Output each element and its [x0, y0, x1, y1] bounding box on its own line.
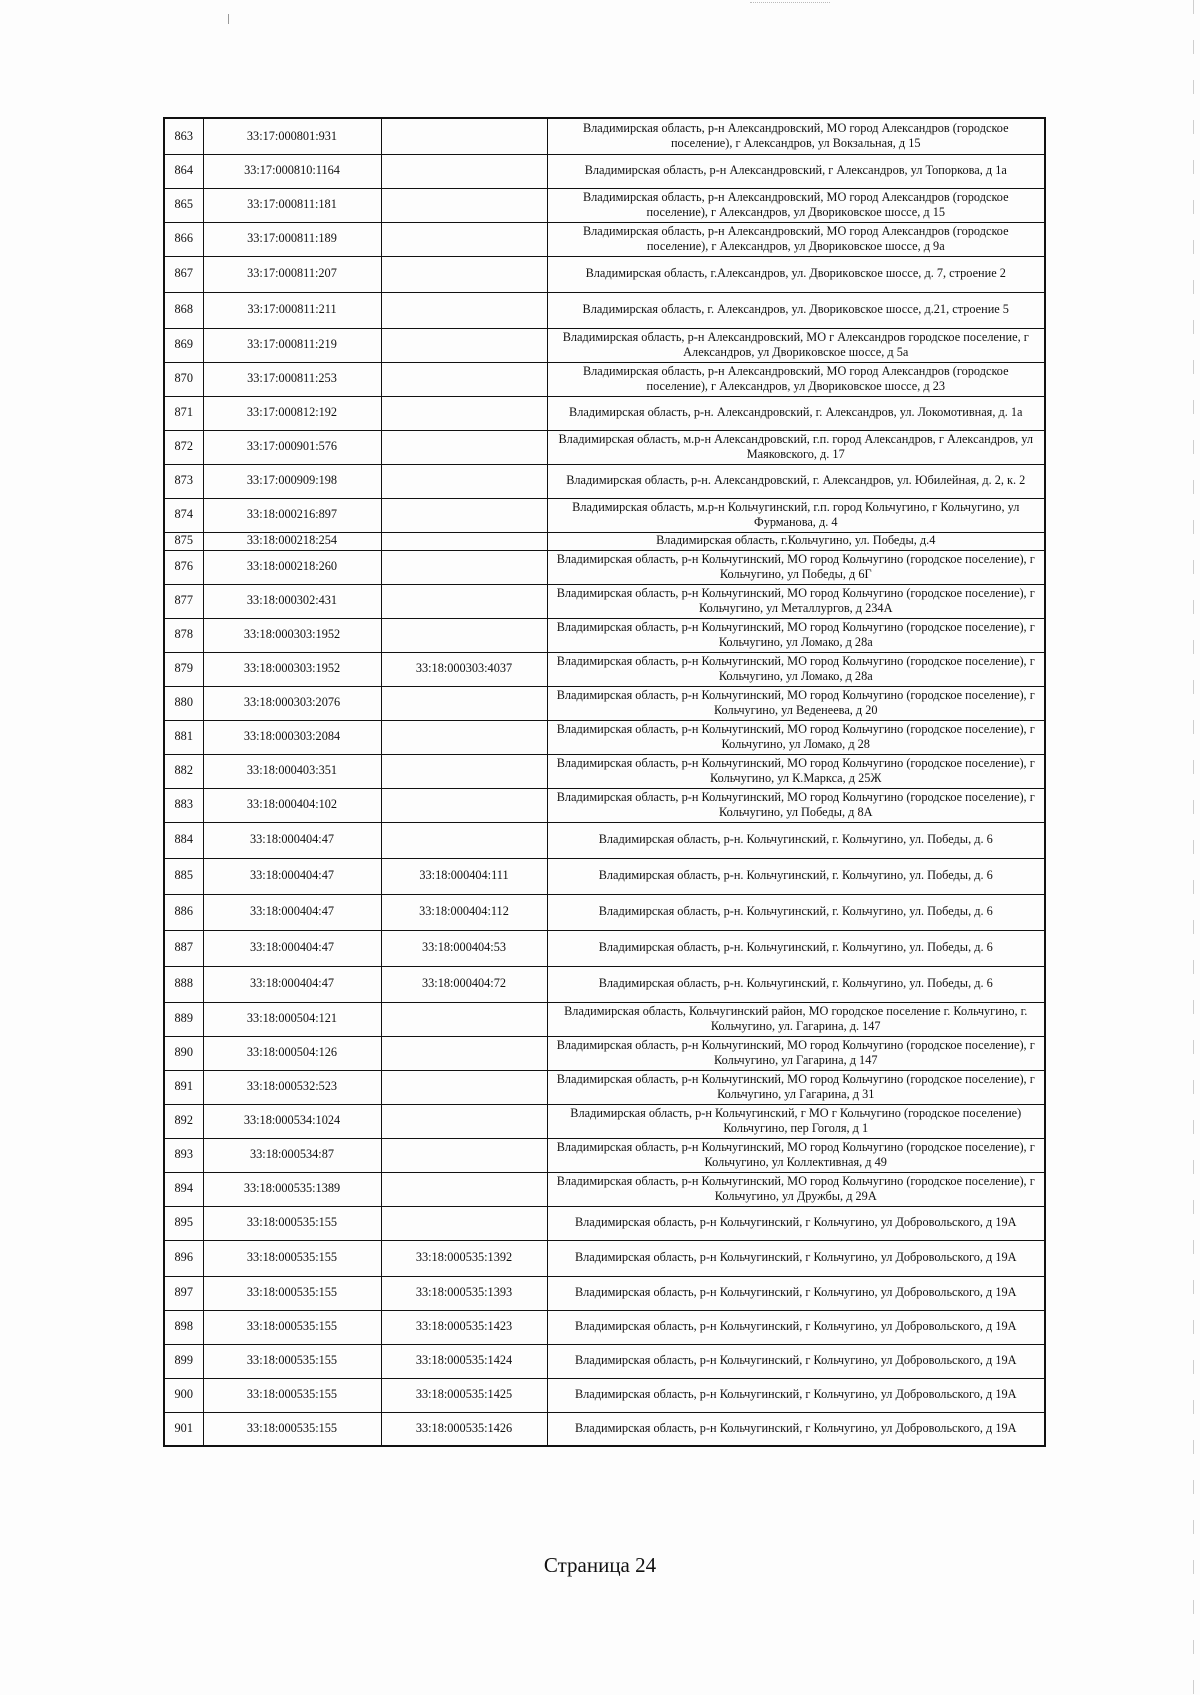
address-cell: Владимирская область, р-н Кольчугинский, МО город Кольчугино (городское поселение), г Кольчугино, ул Гагарина, д 31 [547, 1070, 1045, 1104]
table-row [164, 498, 1045, 532]
cadastral-number-cell: 33:18:000535:155 [203, 1378, 381, 1412]
cadastral-registry-table [163, 117, 1046, 1447]
table-row [164, 858, 1045, 894]
cadastral-number-cell: 33:18:000303:1952 [203, 652, 381, 686]
cadastral-number-cell: 33:18:000403:351 [203, 754, 381, 788]
sub-object-number-cell: 33:18:000535:1424 [381, 1344, 547, 1378]
row-number-cell: 872 [164, 430, 203, 464]
row-number-cell: 875 [164, 532, 203, 550]
address-cell: Владимирская область, р-н. Александровский, г. Александров, ул. Локомотивная, д. 1а [547, 396, 1045, 430]
cadastral-number-cell: 33:17:000909:198 [203, 464, 381, 498]
sub-object-number-cell [381, 464, 547, 498]
sub-object-number-cell [381, 1070, 547, 1104]
address-cell: Владимирская область, г.Кольчугино, ул. Победы, д.4 [547, 532, 1045, 550]
table-row [164, 1412, 1045, 1446]
table-row [164, 618, 1045, 652]
row-number-cell: 901 [164, 1412, 203, 1446]
cadastral-number-cell: 33:18:000404:47 [203, 966, 381, 1002]
cadastral-number-cell: 33:18:000404:47 [203, 894, 381, 930]
table-row [164, 362, 1045, 396]
cadastral-number-cell: 33:18:000535:155 [203, 1276, 381, 1310]
sub-object-number-cell [381, 754, 547, 788]
sub-object-number-cell [381, 188, 547, 222]
table-body [164, 118, 1045, 1446]
table-row [164, 532, 1045, 550]
address-cell: Владимирская область, м.р-н Кольчугинский, г.п. город Кольчугино, г Кольчугино, ул Фурманова, д. 4 [547, 498, 1045, 532]
cadastral-number-cell: 33:18:000218:254 [203, 532, 381, 550]
cadastral-number-cell: 33:17:000901:576 [203, 430, 381, 464]
address-cell: Владимирская область, р-н. Кольчугинский, г. Кольчугино, ул. Победы, д. 6 [547, 930, 1045, 966]
row-number-cell: 900 [164, 1378, 203, 1412]
address-cell: Владимирская область, р-н. Кольчугинский, г. Кольчугино, ул. Победы, д. 6 [547, 894, 1045, 930]
table-row [164, 652, 1045, 686]
scan-artifact [750, 2, 830, 7]
row-number-cell: 885 [164, 858, 203, 894]
address-cell: Владимирская область, р-н Александровский, МО город Александров (городское поселение), г Александров, ул Вокзальная, д 15 [547, 118, 1045, 154]
cadastral-number-cell: 33:17:000810:1164 [203, 154, 381, 188]
sub-object-number-cell [381, 1104, 547, 1138]
scan-artifact [228, 14, 229, 24]
sub-object-number-cell: 33:18:000535:1425 [381, 1378, 547, 1412]
address-cell: Владимирская область, м.р-н Александровский, г.п. город Александров, г Александров, ул Маяковского, д. 17 [547, 430, 1045, 464]
row-number-cell: 897 [164, 1276, 203, 1310]
address-cell: Владимирская область, р-н Кольчугинский, МО город Кольчугино (городское поселение), г Кольчугино, ул Дружбы, д 29А [547, 1172, 1045, 1206]
row-number-cell: 864 [164, 154, 203, 188]
sub-object-number-cell: 33:18:000404:112 [381, 894, 547, 930]
address-cell: Владимирская область, р-н Кольчугинский, МО город Кольчугино (городское поселение), г Кольчугино, ул К.Маркса, д 25Ж [547, 754, 1045, 788]
cadastral-number-cell: 33:17:000811:219 [203, 328, 381, 362]
row-number-cell: 876 [164, 550, 203, 584]
sub-object-number-cell [381, 1002, 547, 1036]
cadastral-number-cell: 33:18:000535:155 [203, 1344, 381, 1378]
sub-object-number-cell [381, 1138, 547, 1172]
row-number-cell: 899 [164, 1344, 203, 1378]
address-cell: Владимирская область, р-н. Кольчугинский, г. Кольчугино, ул. Победы, д. 6 [547, 858, 1045, 894]
cadastral-number-cell: 33:18:000303:1952 [203, 618, 381, 652]
sub-object-number-cell: 33:18:000535:1426 [381, 1412, 547, 1446]
row-number-cell: 879 [164, 652, 203, 686]
row-number-cell: 898 [164, 1310, 203, 1344]
sub-object-number-cell [381, 362, 547, 396]
address-cell: Владимирская область, р-н Кольчугинский, г Кольчугино, ул Добровольского, д 19А [547, 1378, 1045, 1412]
address-cell: Владимирская область, р-н Кольчугинский, г Кольчугино, ул Добровольского, д 19А [547, 1206, 1045, 1240]
row-number-cell: 880 [164, 686, 203, 720]
sub-object-number-cell: 33:18:000404:53 [381, 930, 547, 966]
cadastral-number-cell: 33:18:000534:1024 [203, 1104, 381, 1138]
table-row [164, 1104, 1045, 1138]
address-cell: Владимирская область, р-н Кольчугинский, г Кольчугино, ул Добровольского, д 19А [547, 1276, 1045, 1310]
page-edge-mark [1193, 0, 1194, 1695]
row-number-cell: 886 [164, 894, 203, 930]
table-row [164, 966, 1045, 1002]
row-number-cell: 863 [164, 118, 203, 154]
sub-object-number-cell: 33:18:000535:1393 [381, 1276, 547, 1310]
row-number-cell: 892 [164, 1104, 203, 1138]
address-cell: Владимирская область, р-н Кольчугинский, г Кольчугино, ул Добровольского, д 19А [547, 1310, 1045, 1344]
table-row [164, 1378, 1045, 1412]
table-row [164, 754, 1045, 788]
table-row [164, 256, 1045, 292]
table-row [164, 292, 1045, 328]
sub-object-number-cell: 33:18:000404:72 [381, 966, 547, 1002]
address-cell: Владимирская область, р-н Кольчугинский, МО город Кольчугино (городское поселение), г Кольчугино, ул Металлургов, д 234А [547, 584, 1045, 618]
row-number-cell: 877 [164, 584, 203, 618]
cadastral-number-cell: 33:18:000534:87 [203, 1138, 381, 1172]
sub-object-number-cell [381, 822, 547, 858]
row-number-cell: 871 [164, 396, 203, 430]
cadastral-number-cell: 33:17:000811:253 [203, 362, 381, 396]
table-row [164, 894, 1045, 930]
table-row [164, 396, 1045, 430]
table-row [164, 1138, 1045, 1172]
sub-object-number-cell: 33:18:000535:1423 [381, 1310, 547, 1344]
row-number-cell: 890 [164, 1036, 203, 1070]
address-cell: Владимирская область, р-н Кольчугинский, г Кольчугино, ул Добровольского, д 19А [547, 1240, 1045, 1276]
page-number: Страница 24 [543, 1553, 657, 1577]
cadastral-number-cell: 33:18:000504:126 [203, 1036, 381, 1070]
sub-object-number-cell [381, 550, 547, 584]
table-row [164, 430, 1045, 464]
row-number-cell: 883 [164, 788, 203, 822]
row-number-cell: 888 [164, 966, 203, 1002]
address-cell: Владимирская область, р-н Кольчугинский, МО город Кольчугино (городское поселение), г Кольчугино, ул Победы, д 6Г [547, 550, 1045, 584]
row-number-cell: 869 [164, 328, 203, 362]
cadastral-number-cell: 33:18:000535:155 [203, 1412, 381, 1446]
table-row [164, 1070, 1045, 1104]
cadastral-number-cell: 33:17:000811:189 [203, 222, 381, 256]
address-cell: Владимирская область, р-н Александровский, МО город Александров (городское поселение), г Александров, ул Дворикoвское шоссе, д 23 [547, 362, 1045, 396]
sub-object-number-cell [381, 328, 547, 362]
row-number-cell: 866 [164, 222, 203, 256]
row-number-cell: 891 [164, 1070, 203, 1104]
cadastral-number-cell: 33:18:000535:1389 [203, 1172, 381, 1206]
row-number-cell: 889 [164, 1002, 203, 1036]
cadastral-number-cell: 33:18:000216:897 [203, 498, 381, 532]
cadastral-number-cell: 33:18:000303:2076 [203, 686, 381, 720]
cadastral-number-cell: 33:18:000535:155 [203, 1206, 381, 1240]
sub-object-number-cell [381, 1206, 547, 1240]
cadastral-number-cell: 33:18:000404:47 [203, 822, 381, 858]
sub-object-number-cell [381, 618, 547, 652]
row-number-cell: 870 [164, 362, 203, 396]
sub-object-number-cell [381, 584, 547, 618]
address-cell: Владимирская область, р-н Александровский, МО г Александров городское поселение, г Александров, ул Дворикoвское шоссе, д 5а [547, 328, 1045, 362]
address-cell: Владимирская область, р-н Александровский, г Александров, ул Топоркова, д 1а [547, 154, 1045, 188]
table-row [164, 788, 1045, 822]
table-row [164, 1002, 1045, 1036]
row-number-cell: 896 [164, 1240, 203, 1276]
cadastral-number-cell: 33:17:000801:931 [203, 118, 381, 154]
address-cell: Владимирская область, р-н Кольчугинский, МО город Кольчугино (городское поселение), г Кольчугино, ул Ломако, д 28а [547, 652, 1045, 686]
table-row [164, 464, 1045, 498]
address-cell: Владимирская область, р-н Кольчугинский, МО город Кольчугино (городское поселение), г Кольчугино, ул Победы, д 8А [547, 788, 1045, 822]
sub-object-number-cell [381, 498, 547, 532]
table-row [164, 1240, 1045, 1276]
cadastral-number-cell: 33:18:000404:47 [203, 858, 381, 894]
cadastral-number-cell: 33:18:000504:121 [203, 1002, 381, 1036]
sub-object-number-cell [381, 430, 547, 464]
cadastral-number-cell: 33:18:000404:102 [203, 788, 381, 822]
row-number-cell: 881 [164, 720, 203, 754]
cadastral-number-cell: 33:17:000811:181 [203, 188, 381, 222]
table-row [164, 930, 1045, 966]
address-cell: Владимирская область, р-н Кольчугинский, МО город Кольчугино (городское поселение), г Кольчугино, ул Веденеева, д 20 [547, 686, 1045, 720]
table-row [164, 1276, 1045, 1310]
cadastral-number-cell: 33:18:000535:155 [203, 1240, 381, 1276]
table-row [164, 1172, 1045, 1206]
address-cell: Владимирская область, р-н Кольчугинский, г Кольчугино, ул Добровольского, д 19А [547, 1412, 1045, 1446]
address-cell: Владимирская область, р-н Александровский, МО город Александров (городское поселение), г Александров, ул Дворикoвское шоссе, д 9а [547, 222, 1045, 256]
table-row [164, 328, 1045, 362]
cadastral-number-cell: 33:18:000218:260 [203, 550, 381, 584]
address-cell: Владимирская область, р-н. Кольчугинский, г. Кольчугино, ул. Победы, д. 6 [547, 966, 1045, 1002]
address-cell: Владимирская область, р-н Кольчугинский, МО город Кольчугино (городское поселение), г Кольчугино, ул Гагарина, д 147 [547, 1036, 1045, 1070]
sub-object-number-cell [381, 118, 547, 154]
address-cell: Владимирская область, р-н. Кольчугинский, г. Кольчугино, ул. Победы, д. 6 [547, 822, 1045, 858]
table-row [164, 1310, 1045, 1344]
cadastral-number-cell: 33:18:000404:47 [203, 930, 381, 966]
row-number-cell: 893 [164, 1138, 203, 1172]
table-row [164, 188, 1045, 222]
row-number-cell: 895 [164, 1206, 203, 1240]
address-cell: Владимирская область, р-н Александровский, МО город Александров (городское поселение), г Александров, ул Дворикoвское шоссе, д 15 [547, 188, 1045, 222]
table-row [164, 584, 1045, 618]
address-cell: Владимирская область, г.Александров, ул. Дворикoвское шоссе, д. 7, строение 2 [547, 256, 1045, 292]
address-cell: Владимирская область, р-н Кольчугинский, г Кольчугино, ул Добровольского, д 19А [547, 1344, 1045, 1378]
table-row [164, 686, 1045, 720]
table-row [164, 118, 1045, 154]
sub-object-number-cell [381, 788, 547, 822]
sub-object-number-cell [381, 256, 547, 292]
row-number-cell: 882 [164, 754, 203, 788]
table-row [164, 1036, 1045, 1070]
cadastral-number-cell: 33:18:000535:155 [203, 1310, 381, 1344]
address-cell: Владимирская область, р-н. Александровский, г. Александров, ул. Юбилейная, д. 2, к. 2 [547, 464, 1045, 498]
cadastral-number-cell: 33:18:000302:431 [203, 584, 381, 618]
table-row [164, 1206, 1045, 1240]
row-number-cell: 867 [164, 256, 203, 292]
address-cell: Владимирская область, р-н Кольчугинский, г МО г Кольчугино (городское поселение) Кольчугино, пер Гоголя, д 1 [547, 1104, 1045, 1138]
cadastral-number-cell: 33:17:000812:192 [203, 396, 381, 430]
cadastral-number-cell: 33:18:000303:2084 [203, 720, 381, 754]
row-number-cell: 894 [164, 1172, 203, 1206]
sub-object-number-cell [381, 292, 547, 328]
address-cell: Владимирская область, р-н Кольчугинский, МО город Кольчугино (городское поселение), г Кольчугино, ул Ломако, д 28 [547, 720, 1045, 754]
cadastral-number-cell: 33:17:000811:207 [203, 256, 381, 292]
sub-object-number-cell [381, 222, 547, 256]
table-row [164, 222, 1045, 256]
address-cell: Владимирская область, г. Александров, ул. Дворикoвское шоссе, д.21, строение 5 [547, 292, 1045, 328]
address-cell: Владимирская область, р-н Кольчугинский, МО город Кольчугино (городское поселение), г Кольчугино, ул Ломако, д 28а [547, 618, 1045, 652]
row-number-cell: 887 [164, 930, 203, 966]
row-number-cell: 874 [164, 498, 203, 532]
sub-object-number-cell: 33:18:000535:1392 [381, 1240, 547, 1276]
cadastral-number-cell: 33:17:000811:211 [203, 292, 381, 328]
row-number-cell: 873 [164, 464, 203, 498]
table-row [164, 1344, 1045, 1378]
sub-object-number-cell [381, 532, 547, 550]
address-cell: Владимирская область, р-н Кольчугинский, МО город Кольчугино (городское поселение), г Кольчугино, ул Коллективная, д 49 [547, 1138, 1045, 1172]
sub-object-number-cell: 33:18:000404:111 [381, 858, 547, 894]
table-row [164, 822, 1045, 858]
sub-object-number-cell: 33:18:000303:4037 [381, 652, 547, 686]
table-row [164, 720, 1045, 754]
row-number-cell: 884 [164, 822, 203, 858]
sub-object-number-cell [381, 1172, 547, 1206]
row-number-cell: 865 [164, 188, 203, 222]
table-row [164, 154, 1045, 188]
cadastral-number-cell: 33:18:000532:523 [203, 1070, 381, 1104]
row-number-cell: 868 [164, 292, 203, 328]
sub-object-number-cell [381, 720, 547, 754]
sub-object-number-cell [381, 1036, 547, 1070]
address-cell: Владимирская область, Кольчугинский район, МО городское поселение г. Кольчугино, г. Кольчугино, ул. Гагарина, д. 147 [547, 1002, 1045, 1036]
sub-object-number-cell [381, 396, 547, 430]
table-row [164, 550, 1045, 584]
sub-object-number-cell [381, 154, 547, 188]
row-number-cell: 878 [164, 618, 203, 652]
sub-object-number-cell [381, 686, 547, 720]
